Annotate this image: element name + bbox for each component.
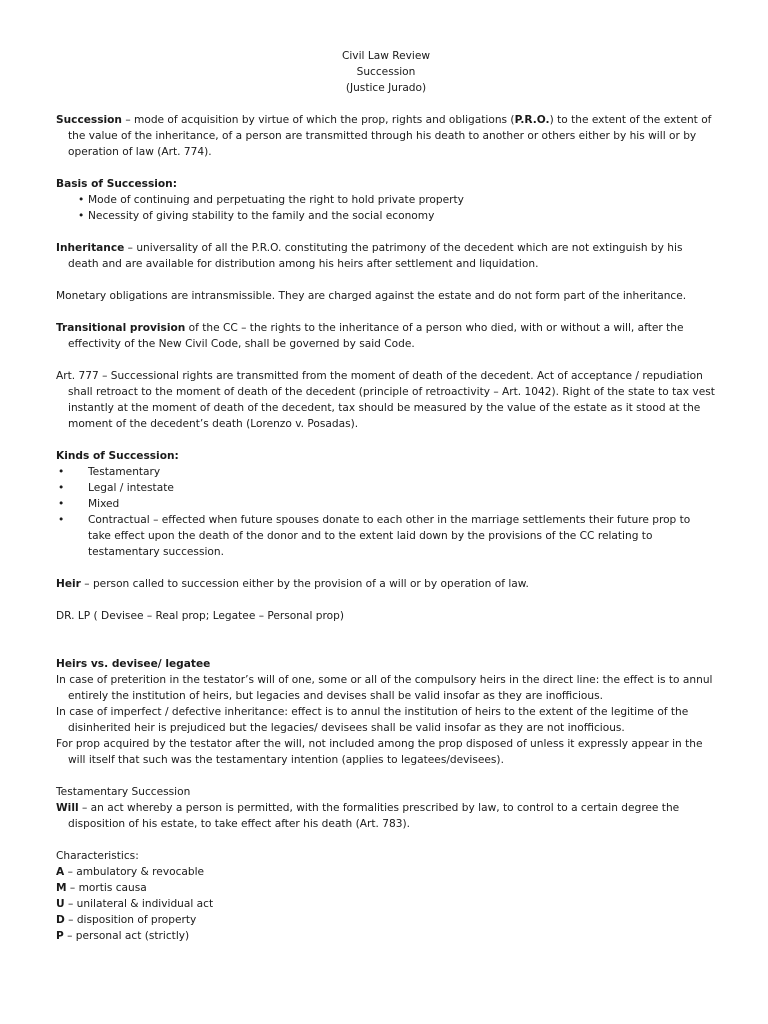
transitional-provision: Transitional provision of the CC – the rights to the inheritance of a person who died, with or without a will, after the effectivity of the New Civil Code, shall be governed by said Code. — [56, 322, 684, 350]
author-line: (Justice Jurado) — [345, 82, 427, 94]
imperfect-inheritance-paragraph: In case of imperfect / defective inheritance: effect is to annul the institution of heirs to the extent of the legitime of the disinherited heir is prejudiced but the legacies/ devisees shall be valid insofar as they are not inofficious. — [56, 706, 689, 734]
list-item: • Legal / intestate — [56, 480, 716, 496]
inheritance-term: Inheritance — [56, 242, 125, 254]
will-term: Will — [56, 802, 79, 814]
list-item: M – mortis causa — [56, 882, 147, 894]
succession-term: Succession — [56, 114, 122, 126]
heir-definition: Heir – person called to succession either by the provision of a will or by operation of law. — [56, 578, 529, 590]
topic-title: Succession — [356, 66, 416, 78]
transitional-term: Transitional provision — [56, 322, 186, 334]
list-item: P – personal act (strictly) — [56, 930, 190, 942]
list-item: D – disposition of property — [56, 914, 197, 926]
kinds-list — [56, 464, 716, 560]
preterition-paragraph: In case of preterition in the testator’s will of one, some or all of the compulsory heirs in the direct line: the effect is to annul entirely the institution of heirs, but legacies and devises shall be valid insofar as they are inofficious. — [56, 674, 713, 702]
list-item: • Necessity of giving stability to the family and the social economy — [56, 208, 716, 224]
after-acquired-property-paragraph: For prop acquired by the testator after the will, not included among the prop disposed of unless it expressly appear in the will itself that such was the testamentary intention (applies to legatees/devisees). — [56, 738, 703, 766]
list-item: • Contractual – effected when future spouses donate to each other in the marriage settlements their future prop to take effect upon the death of the donor and to the extent laid down by the provisions of the CC relating to testamentary succession. — [56, 512, 716, 560]
list-item: A – ambulatory & revocable — [56, 866, 205, 878]
characteristics-list — [56, 848, 716, 944]
devisee-legatee-note: DR. LP ( Devisee – Real prop; Legatee – Personal prop) — [56, 610, 344, 622]
kinds-heading: Kinds of Succession: — [56, 450, 179, 462]
monetary-obligations-note: Monetary obligations are intransmissible. They are charged against the estate and do not form part of the inheritance. — [56, 290, 687, 302]
list-item: • Mode of continuing and perpetuating the right to hold private property — [56, 192, 716, 208]
characteristics-heading: Characteristics: — [56, 850, 139, 862]
succession-definition: Succession – mode of acquisition by virtue of which the prop, rights and obligations (P.R.O.) to the extent of the extent of the value of the inheritance, of a person are transmitted through his death to another or others either by his will or by operation of law (Art. 774). — [56, 114, 712, 158]
list-item: • Mixed — [56, 496, 716, 512]
inheritance-definition: Inheritance – universality of all the P.R.O. constituting the patrimony of the decedent which are not extinguish by his death and are available for distribution among his heirs after settlement and liquidation. — [56, 242, 683, 270]
document-page — [56, 48, 716, 944]
course-title: Civil Law Review — [341, 50, 431, 62]
pro-abbreviation: P.R.O. — [514, 114, 550, 126]
testamentary-heading: Testamentary Succession — [56, 786, 191, 798]
will-definition: Will – an act whereby a person is permitted, with the formalities prescribed by law, to control to a certain degree the disposition of his estate, to take effect after his death (Art. 783). — [56, 802, 680, 830]
spacer — [56, 624, 716, 656]
basis-list — [56, 192, 716, 224]
heirs-vs-heading: Heirs vs. devisee/ legatee — [56, 658, 211, 670]
basis-heading: Basis of Succession: — [56, 178, 177, 190]
document-header — [56, 48, 716, 96]
art-777-paragraph: Art. 777 – Successional rights are transmitted from the moment of death of the decedent. Act of acceptance / repudiation shall retroact to the moment of death of the decedent (principle of retroactivity – Art. 1042). Right of the state to tax vest instantly at the moment of death of the decedent, tax should be measured by the value of the estate as it stood at the moment of the decedent’s death (Lorenzo v. Posadas). — [56, 370, 715, 430]
list-item: U – unilateral & individual act — [56, 898, 214, 910]
list-item: • Testamentary — [56, 464, 716, 480]
heir-term: Heir — [56, 578, 81, 590]
